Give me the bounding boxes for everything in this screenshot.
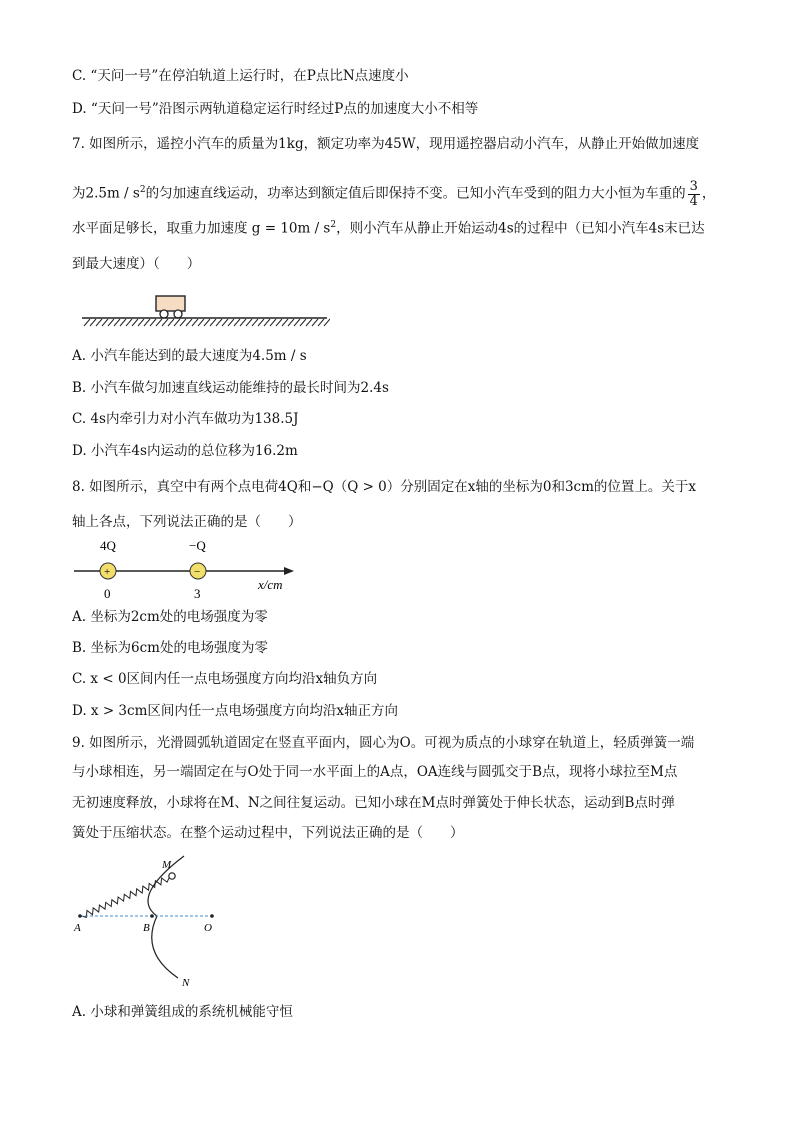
ball-m [169, 873, 175, 879]
hatch-mark [264, 319, 270, 326]
hatch-mark [84, 319, 90, 326]
q9-stem-line2: 与小球相连，另一端固定在与O处于同一水平面上的A点，OA连线与圆弧交于B点，现将小球拉至M点 [72, 764, 678, 780]
q7-stem-line4: 到最大速度）（ ） [72, 256, 201, 272]
q7-gravity-text: 水平面足够长，取重力加速度 g = 10m / s [72, 220, 331, 237]
hatch-mark [138, 319, 144, 326]
hatch-mark [252, 319, 258, 326]
label-o: O [204, 922, 212, 934]
hatch-mark [210, 319, 216, 326]
hatch-mark [132, 319, 138, 326]
q6-option-d: D. “天问一号”沿图示两轨道稳定运行时经过P点的加速度大小不相等 [72, 101, 479, 117]
q7-stem-line3 [72, 221, 705, 236]
q7-stem-line2-end: ， [701, 185, 716, 202]
hatch-mark [324, 319, 330, 326]
q7-stem-line3-text: ，则小汽车从静止开始运动4s的过程中（已知小汽车4s末已达 [336, 220, 705, 237]
hatch-mark [276, 319, 282, 326]
hatch-mark [216, 319, 222, 326]
hatch-mark [198, 319, 204, 326]
charge1-label: 4Q [100, 538, 116, 553]
hatch-mark [120, 319, 126, 326]
q7-accel-exp: 2 [139, 185, 146, 196]
hatch-mark [114, 319, 120, 326]
q7-option-c: C. 4s内牵引力对小汽车做功为138.5J [72, 411, 299, 427]
point-o [210, 914, 214, 918]
hatch-mark [228, 319, 234, 326]
q8-option-c: C. x < 0区间内任一点电场强度方向均沿x轴负方向 [72, 671, 378, 687]
hatch-mark [186, 319, 192, 326]
hatch-mark [102, 319, 108, 326]
hatch-mark [246, 319, 252, 326]
label-m: M [162, 859, 172, 871]
hatch-mark [240, 319, 246, 326]
hatch-mark [204, 319, 210, 326]
q9-option-a: A. 小球和弹簧组成的系统机械能守恒 [72, 1004, 293, 1020]
q7-fraction-num: 3 [689, 179, 698, 194]
q7-fraction [688, 180, 700, 208]
q7-stem-line2-text: 的匀加速直线运动，功率达到额定值后即保持不变。已知小汽车受到的阻力大小恒为车重的 [145, 185, 686, 202]
ground-hatching [84, 319, 330, 326]
q7-gravity-exp: 2 [330, 220, 337, 230]
hatch-mark [318, 319, 324, 326]
hatch-mark [282, 319, 288, 326]
hatch-mark [300, 319, 306, 326]
hatch-mark [90, 319, 96, 326]
x-axis-arrow [284, 567, 294, 575]
hatch-mark [144, 319, 150, 326]
hatch-mark [108, 319, 114, 326]
q7-fraction-den: 4 [689, 193, 698, 209]
position-label-3: 3 [194, 586, 201, 601]
hatch-mark [288, 319, 294, 326]
hatch-mark [96, 319, 102, 326]
q8-option-d: D. x > 3cm区间内任一点电场强度方向均沿x轴正方向 [72, 703, 398, 719]
hatch-mark [234, 319, 240, 326]
hatch-mark [258, 319, 264, 326]
q7-car-figure [80, 292, 330, 332]
q7-option-a: A. 小汽车能达到的最大速度为4.5m / s [72, 348, 307, 364]
q7-option-b: B. 小汽车做匀加速直线运动能维持的最长时间为2.4s [72, 380, 389, 396]
hatch-mark [294, 319, 300, 326]
q7-option-d: D. 小汽车4s内运动的总位移为16.2m [72, 443, 298, 459]
q9-stem-line3: 无初速度释放，小球将在M、N之间往复运动。已知小球在M点时弹簧处于伸长状态，运动到B点时弹 [72, 795, 675, 811]
q8-charge-figure [70, 536, 310, 602]
hatch-mark [192, 319, 198, 326]
hatch-mark [162, 319, 168, 326]
label-n: N [182, 977, 190, 989]
q6-option-c: C. “天问一号”在停泊轨道上运行时，在P点比N点速度小 [72, 68, 409, 84]
point-a [78, 914, 82, 918]
hatch-mark [150, 319, 156, 326]
point-b [150, 914, 154, 918]
q8-stem-line1: 8. 如图所示，真空中有两个点电荷4Q和−Q（Q > 0）分别固定在x轴的坐标为0和3cm的位置上。关于x [72, 479, 697, 495]
q8-stem-line2: 轴上各点，下列说法正确的是（ ） [72, 514, 302, 530]
label-b: B [143, 922, 150, 934]
hatch-mark [168, 319, 174, 326]
q7-accel-value: 为2.5m / s [72, 185, 140, 202]
car-wheel-front [160, 310, 168, 318]
charge2-sign: − [194, 566, 201, 578]
spring [82, 878, 169, 917]
charge1-sign: + [104, 566, 111, 578]
x-axis-label: x/cm [258, 577, 283, 592]
label-a: A [74, 922, 81, 934]
hatch-mark [174, 319, 180, 326]
q8-option-b: B. 坐标为6cm处的电场强度为零 [72, 640, 268, 656]
q8-option-a: A. 坐标为2cm处的电场强度为零 [72, 609, 268, 625]
charge2-label: −Q [189, 538, 206, 553]
hatch-mark [156, 319, 162, 326]
car-wheel-rear [174, 310, 182, 318]
hatch-mark [126, 319, 132, 326]
car-body [156, 296, 185, 311]
hatch-mark [312, 319, 318, 326]
hatch-mark [180, 319, 186, 326]
q7-stem-line1: 7. 如图所示，遥控小汽车的质量为1kg，额定功率为45W，现用遥控器启动小汽车，从静止开始做加速度 [72, 136, 700, 152]
q9-arc-figure [70, 852, 230, 992]
hatch-mark [306, 319, 312, 326]
q7-stem-line2 [72, 180, 715, 208]
hatch-mark [270, 319, 276, 326]
q9-stem-line1: 9. 如图所示，光滑圆弧轨道固定在竖直平面内，圆心为O。可视为质点的小球穿在轨道上，轻质弹簧一端 [72, 735, 695, 751]
position-label-0: 0 [104, 586, 111, 601]
hatch-mark [222, 319, 228, 326]
q9-stem-line4: 簧处于压缩状态。在整个运动过程中，下列说法正确的是（ ） [72, 825, 464, 841]
